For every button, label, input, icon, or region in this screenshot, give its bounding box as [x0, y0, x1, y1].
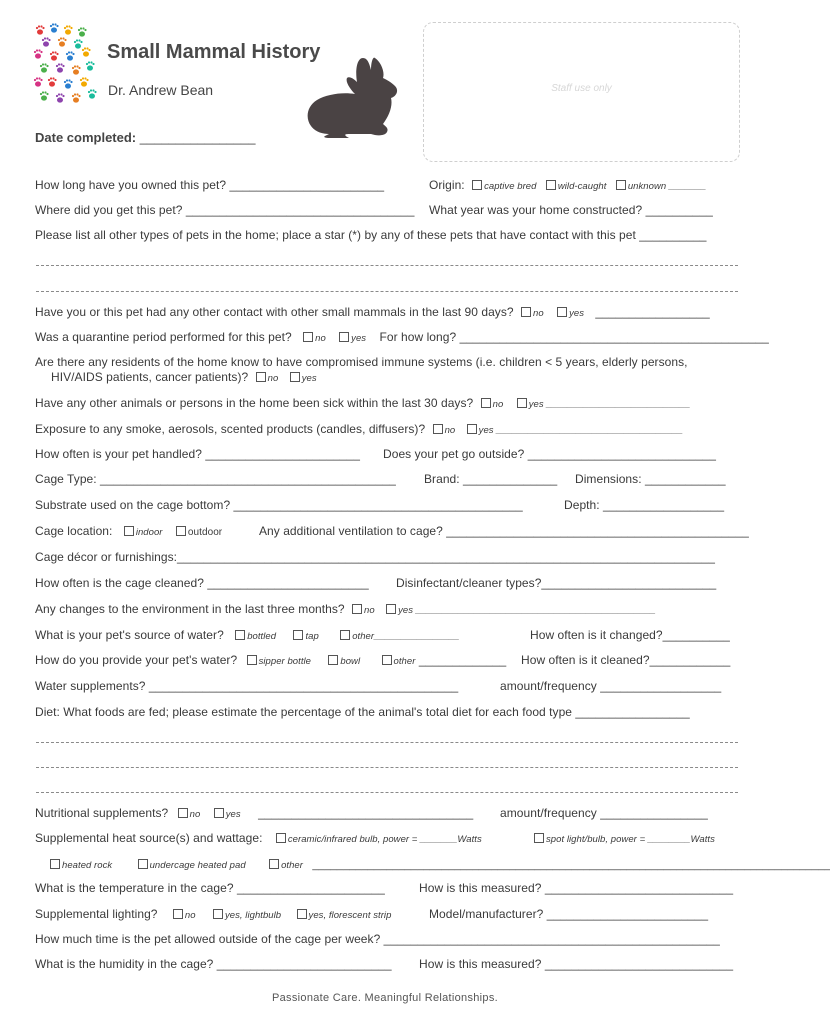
outside-question[interactable]: Does your pet go outside? ____________________________ [383, 447, 716, 461]
footer-tagline: Passionate Care. Meaningful Relationships. [272, 992, 498, 1004]
date-completed-text: Date completed: [35, 130, 137, 145]
no-label: no [189, 809, 201, 820]
water-supplements-question[interactable]: Water supplements? ______________________________________________ [35, 679, 459, 693]
nutritional-question: Nutritional supplements? [35, 806, 169, 820]
sipper-bottle-label: sipper bottle [258, 656, 311, 667]
checkbox-yes[interactable] [339, 332, 349, 342]
tap-label: tap [305, 631, 319, 642]
disinfectant-question[interactable]: Disinfectant/cleaner types?__________________________ [396, 576, 717, 590]
answer-line[interactable] [36, 265, 738, 266]
yes-label: yes [351, 333, 367, 344]
paw-print-logo [32, 24, 100, 110]
owned-question[interactable]: How long have you owned this pet? _______________________ [35, 178, 385, 192]
captive-bred-label: captive bred [484, 181, 537, 192]
provide-other-blank[interactable]: _____________ [418, 653, 507, 667]
contact-90-blank[interactable]: _________________ [595, 305, 710, 319]
checkbox-captive-bred[interactable] [472, 180, 482, 190]
nutritional-amount-question[interactable]: amount/frequency ________________ [500, 806, 708, 820]
bottled-label: bottled [247, 631, 277, 642]
no-label: no [364, 605, 375, 616]
checkbox-tap[interactable] [293, 630, 303, 640]
nutritional-blank[interactable]: ________________________________ [258, 806, 474, 820]
checkbox-indoor[interactable] [124, 526, 134, 536]
ceramic-bulb-label: ceramic/infrared bulb, power = _______Watts [287, 834, 482, 845]
quarantine-question: Was a quarantine period performed for this pet? [35, 330, 292, 344]
decor-question[interactable]: Cage décor or furnishings:________________________________________________________________________________ [35, 550, 715, 564]
yes-label: yes [569, 308, 585, 319]
checkbox-no[interactable] [178, 808, 188, 818]
page-title: Small Mammal History [107, 41, 321, 63]
checkbox-yes[interactable] [557, 307, 567, 317]
yes-label: yes ___________________________ [528, 399, 691, 410]
other-pets-question[interactable]: Please list all other types of pets in the home; place a star (*) by any of these pets that have contact with this pet __________ [35, 228, 707, 242]
checkbox-yes-florescent[interactable] [297, 909, 307, 919]
no-label: no [184, 910, 196, 921]
checkbox-undercage-pad[interactable] [138, 859, 148, 869]
staff-use-label: Staff use only [551, 83, 612, 94]
checkbox-wild-caught[interactable] [546, 180, 556, 190]
water-source-row [35, 628, 459, 642]
model-question[interactable]: Model/manufacturer? ________________________ [429, 907, 709, 921]
heat-row [35, 831, 482, 845]
environment-changes-row [35, 602, 656, 616]
water-changed-question[interactable]: How often is it changed?__________ [530, 628, 730, 642]
brand-question[interactable]: Brand: ______________ [424, 472, 558, 486]
checkbox-unknown[interactable] [616, 180, 626, 190]
checkbox-sipper-bottle[interactable] [247, 655, 257, 665]
outside-time-question[interactable]: How much time is the pet allowed outside of the cage per week? __________________________________________________ [35, 932, 720, 946]
checkbox-no[interactable] [173, 909, 183, 919]
quarantine-row [35, 330, 769, 344]
checkbox-other[interactable] [269, 859, 279, 869]
yes-label: yes [301, 373, 317, 384]
contact-90-question: Have you or this pet had any other contact with other small mammals in the last 90 days? [35, 305, 514, 319]
immune-row [51, 370, 317, 384]
smoke-row [35, 422, 683, 436]
checkbox-yes[interactable] [467, 424, 477, 434]
temperature-question[interactable]: What is the temperature in the cage? ______________________ [35, 881, 385, 895]
lighting-question: Supplemental lighting? [35, 907, 158, 921]
unknown-label: unknown _______ [627, 181, 707, 192]
outdoor-label: outdoor [187, 527, 223, 538]
spot-light-label: spot light/bulb, power = ________Watts [546, 834, 715, 845]
date-completed-label [35, 130, 255, 145]
answer-line[interactable] [36, 792, 738, 793]
cage-cleaned-question[interactable]: How often is the cage cleaned? ________________________ [35, 576, 369, 590]
yes-lightbulb-label: yes, lightbulb [224, 910, 282, 921]
quarantine-how-long[interactable]: For how long? ______________________________________________ [379, 330, 769, 344]
immune-question-line2: HIV/AIDS patients, cancer patients)? [51, 370, 249, 384]
checkbox-yes[interactable] [386, 604, 396, 614]
checkbox-no[interactable] [352, 604, 362, 614]
sick-30-row [35, 396, 690, 410]
no-label: no [444, 425, 456, 436]
bowl-label: bowl [340, 656, 361, 667]
checkbox-yes[interactable] [290, 372, 300, 382]
checkbox-other[interactable] [340, 630, 350, 640]
yes-label: yes _____________________________________________ [398, 605, 656, 616]
answer-line[interactable] [36, 291, 738, 292]
no-label: no [315, 333, 326, 344]
other-label: other________________ [352, 631, 460, 642]
checkbox-outdoor[interactable] [176, 526, 186, 536]
water-amount-question[interactable]: amount/frequency __________________ [500, 679, 722, 693]
humidity-question[interactable]: What is the humidity in the cage? __________________________ [35, 957, 392, 971]
checkbox-yes[interactable] [517, 398, 527, 408]
water-source-question: What is your pet's source of water? [35, 628, 224, 642]
rabbit-silhouette [305, 56, 401, 138]
no-label: no [533, 308, 544, 319]
diet-question[interactable]: Diet: What foods are fed; please estimate the percentage of the animal's total diet for each food type _________________ [35, 705, 690, 719]
depth-question[interactable]: Depth: __________________ [564, 498, 725, 512]
ventilation-question[interactable]: Any additional ventilation to cage? _____________________________________________ [259, 524, 749, 538]
checkbox-heated-rock[interactable] [50, 859, 60, 869]
checkbox-yes-lightbulb[interactable] [213, 909, 223, 919]
sick-30-question: Have any other animals or persons in the home been sick within the last 30 days? [35, 396, 474, 410]
heat-row-2 [50, 857, 830, 871]
home-year-question[interactable]: What year was your home constructed? __________ [429, 203, 713, 217]
immune-question-line1: Are there any residents of the home know to have compromised immune systems (i.e. children < 5 years, elderly persons, [35, 355, 688, 369]
checkbox-other[interactable] [382, 655, 392, 665]
doctor-name: Dr. Andrew Bean [108, 82, 214, 98]
no-label: no [492, 399, 504, 410]
nutritional-row [35, 806, 473, 820]
date-completed-field[interactable]: ________________ [139, 130, 256, 145]
yes-florescent-label: yes, florescent strip [308, 910, 392, 921]
answer-line[interactable] [36, 742, 738, 743]
where-get-question[interactable]: Where did you get this pet? __________________________________ [35, 203, 415, 217]
cage-location-row [35, 524, 222, 538]
checkbox-no[interactable] [521, 307, 531, 317]
checkbox-bottled[interactable] [235, 630, 245, 640]
staff-use-box [423, 22, 740, 162]
dimensions-question[interactable]: Dimensions: ____________ [575, 472, 726, 486]
checkbox-no[interactable] [481, 398, 491, 408]
checkbox-ceramic-bulb[interactable] [276, 833, 286, 843]
no-label: no [267, 373, 279, 384]
heated-rock-label: heated rock [62, 860, 113, 871]
water-cleaned-question[interactable]: How often is it cleaned?____________ [521, 653, 731, 667]
other-label: other [281, 860, 303, 871]
sick-30-yes[interactable] [529, 396, 691, 410]
origin-row [429, 178, 706, 192]
lighting-row [35, 907, 391, 921]
answer-line[interactable] [36, 767, 738, 768]
wild-caught-label: wild-caught [557, 181, 607, 192]
origin-label: Origin: [429, 178, 465, 192]
cage-type-question[interactable]: Cage Type: ____________________________________________ [35, 472, 396, 486]
other-label: other [393, 656, 416, 667]
checkbox-no[interactable] [303, 332, 313, 342]
checkbox-no[interactable] [256, 372, 266, 382]
heat-question: Supplemental heat source(s) and wattage: [35, 831, 263, 845]
indoor-label: indoor [135, 527, 163, 538]
checkbox-spot-light[interactable] [534, 833, 544, 843]
water-provide-row [35, 653, 506, 667]
checkbox-bowl[interactable] [328, 655, 338, 665]
smoke-question: Exposure to any smoke, aerosols, scented products (candles, diffusers)? [35, 422, 426, 436]
undercage-pad-label: undercage heated pad [149, 860, 246, 871]
substrate-question[interactable]: Substrate used on the cage bottom? ___________________________________________ [35, 498, 523, 512]
yes-label: yes [225, 809, 241, 820]
heat-spot-row [534, 831, 715, 845]
handled-question[interactable]: How often is your pet handled? _______________________ [35, 447, 360, 461]
environment-changes-question: Any changes to the environment in the last three months? [35, 602, 345, 616]
checkbox-no[interactable] [433, 424, 443, 434]
contact-90-row [35, 305, 710, 319]
yes-label: yes ___________________________________ [478, 425, 683, 436]
heat-other-blank[interactable]: ____________________________________________________________________________________ [312, 859, 830, 871]
temperature-measured-question[interactable]: How is this measured? ____________________________ [419, 881, 734, 895]
water-provide-question: How do you provide your pet's water? [35, 653, 238, 667]
cage-location-label: Cage location: [35, 524, 113, 538]
humidity-measured-question[interactable]: How is this measured? ____________________________ [419, 957, 734, 971]
checkbox-yes[interactable] [214, 808, 224, 818]
